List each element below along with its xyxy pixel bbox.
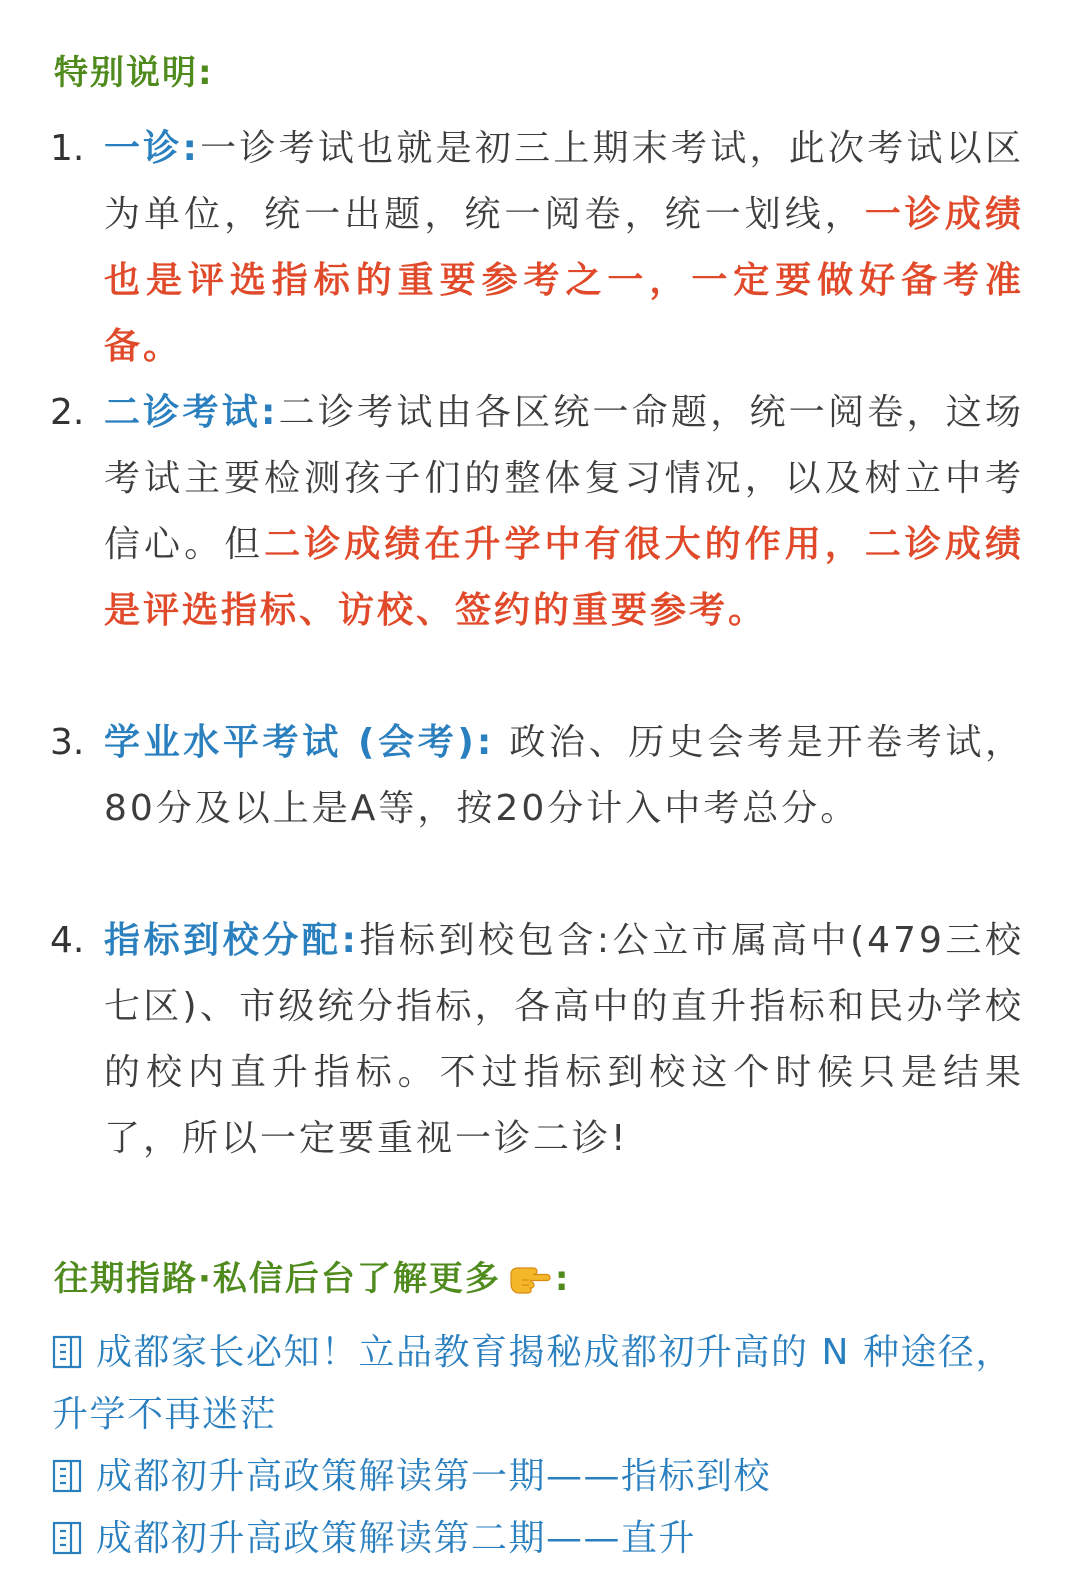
article-link-label-2: 成都初升高政策解读第一期——指标到校 xyxy=(96,1456,772,1497)
past-guide-title-suffix: : xyxy=(554,1259,571,1299)
item-text-4: 指标到校包含:公立市属高中(479三校七区)、市级统分指标，各高中的直升指标和民办学校的校内直升指标。不过指标到校这个时候只是结果了，所以一定要重视一诊二诊! xyxy=(104,920,1025,1159)
past-guide-title xyxy=(54,1254,571,1304)
document-icon xyxy=(52,1513,82,1547)
document-icon xyxy=(52,1327,82,1361)
past-article-links xyxy=(52,1322,1027,1570)
item-lead-4: 指标到校分配: xyxy=(104,920,359,961)
past-guide-title-text: 往期指路·私信后台了解更多 xyxy=(54,1259,501,1299)
item-lead-1: 一诊: xyxy=(104,128,200,169)
note-item-1 xyxy=(104,116,1024,380)
backhand-index-pointing-right-icon xyxy=(507,1258,551,1292)
item-highlight-2: 二诊成绩在升学中有很大的作用，二诊成绩是评选指标、访校、签约的重要参考。 xyxy=(104,524,1024,631)
item-number-3: 3. xyxy=(50,722,85,763)
item-number-2: 2. xyxy=(50,392,85,433)
item-number-4: 4. xyxy=(50,920,85,961)
item-number-1: 1. xyxy=(50,128,85,169)
item-text-1: 一诊考试也就是初三上期末考试，此次考试以区为单位，统一出题，统一阅卷，统一划线， xyxy=(104,128,1024,235)
special-note-title: 特别说明: xyxy=(54,53,214,93)
article-link-3[interactable] xyxy=(52,1508,1027,1570)
item-lead-3: 学业水平考试 (会考): xyxy=(104,722,495,763)
article-link-label-1: 成都家长必知！立品教育揭秘成都初升高的 N 种途径，升学不再迷茫 xyxy=(52,1332,1013,1435)
item-text-2: 二诊考试由各区统一命题，统一阅卷，这场考试主要检测孩子们的整体复习情况，以及树立中考信心。但 xyxy=(104,392,1024,565)
item-lead-2: 二诊考试: xyxy=(104,392,279,433)
note-item-3 xyxy=(104,710,1024,842)
article-link-1[interactable] xyxy=(52,1322,1027,1446)
item-highlight-1: 一诊成绩也是评选指标的重要参考之一，一定要做好备考准备。 xyxy=(104,194,1024,367)
note-item-2 xyxy=(104,380,1024,644)
document-icon xyxy=(52,1451,82,1485)
article-link-label-3: 成都初升高政策解读第二期——直升 xyxy=(96,1518,697,1559)
item-text-3: 政治、历史会考是开卷考试，80分及以上是A等，按20分计入中考总分。 xyxy=(104,722,1024,829)
note-item-4 xyxy=(104,908,1024,1172)
article-link-2[interactable] xyxy=(52,1446,1027,1508)
